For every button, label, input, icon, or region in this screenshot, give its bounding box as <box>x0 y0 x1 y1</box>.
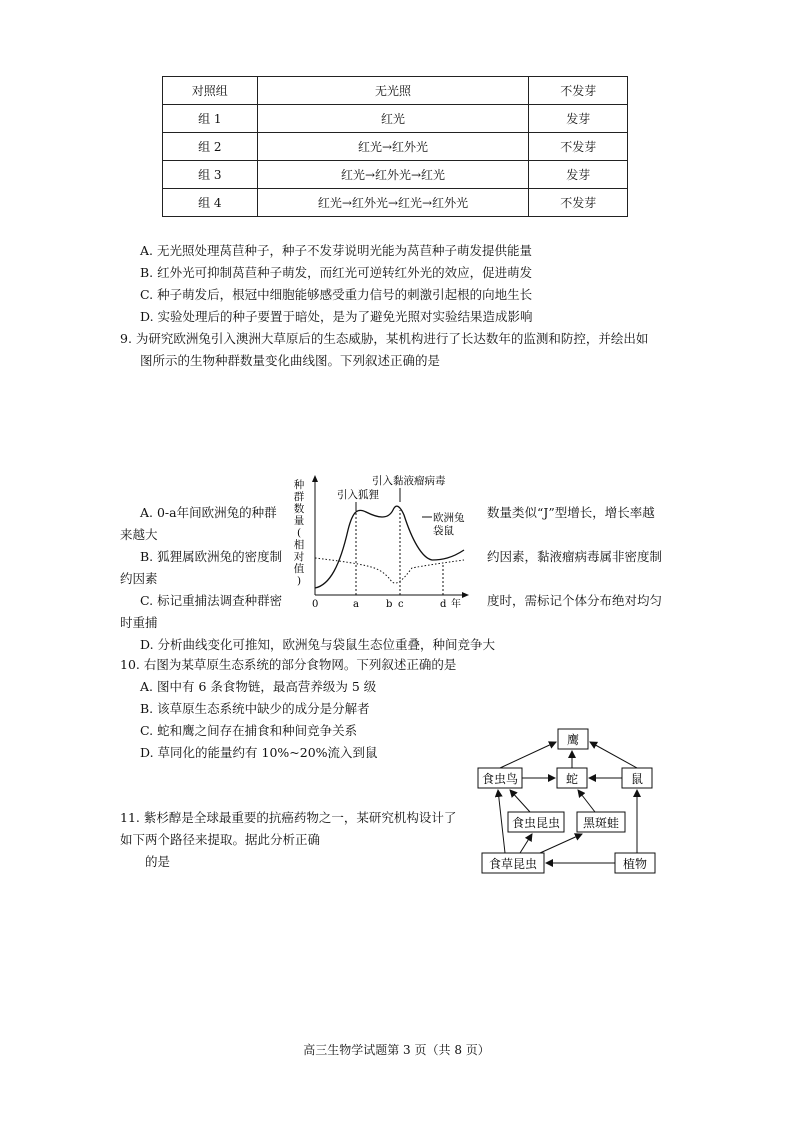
table-cell: 红光 <box>257 105 529 133</box>
node-mouse-label: 鼠 <box>630 772 644 786</box>
node-insectivore-insect-label: 食虫昆虫 <box>511 816 561 830</box>
food-web-diagram <box>470 722 670 882</box>
q9-option-b-cont: 约因素 <box>120 571 158 586</box>
table-cell: 组 3 <box>163 161 258 189</box>
table-row <box>163 133 628 161</box>
q8-option-a: A. 无光照处理莴苣种子，种子不发芽说明光能为莴苣种子萌发提供能量 <box>140 243 532 258</box>
y-axis-label-char: 量 <box>293 515 305 527</box>
legend-kangaroo: 袋鼠 <box>433 525 454 537</box>
table-cell: 组 2 <box>163 133 258 161</box>
q10-option-b: B. 该草原生态系统中缺少的成分是分解者 <box>140 701 370 716</box>
x-tick-b: b <box>386 599 393 610</box>
edge-herbivore-frog <box>540 834 582 853</box>
y-axis-label-char: 数 <box>293 503 305 515</box>
q9-stem-line1: 9. 为研究欧洲兔引入澳洲大草原后的生态威胁，某机构进行了长达数年的监测和防控，并绘出如 <box>120 331 649 346</box>
table-cell: 不发芽 <box>529 77 628 105</box>
y-axis-label-char: 相 <box>293 539 305 551</box>
table-row <box>163 189 628 217</box>
table-cell: 组 4 <box>163 189 258 217</box>
q11-stem-line1: 11. 紫杉醇是全球最重要的抗癌药物之一，某研究机构设计了 <box>120 810 457 825</box>
q9-option-c-cont: 时重捕 <box>120 615 158 630</box>
node-frog-label: 黑斑蛙 <box>582 816 620 830</box>
table-cell: 发芽 <box>529 105 628 133</box>
y-axis-label-char: 值 <box>293 563 305 575</box>
x-tick-a: a <box>353 599 359 610</box>
q11-stem-line3: 的是 <box>145 854 171 869</box>
y-axis-arrow <box>312 475 318 482</box>
node-eagle-label: 鹰 <box>566 733 580 747</box>
x-tick-0: 0 <box>312 599 319 610</box>
table-row <box>163 105 628 133</box>
table-row <box>163 161 628 189</box>
y-axis-label-char: 种 <box>293 479 305 491</box>
table-cell: 不发芽 <box>529 189 628 217</box>
legend-rabbit: 欧洲兔 <box>433 512 465 524</box>
population-chart <box>292 470 474 612</box>
q10-option-a: A. 图中有 6 条食物链，最高营养级为 5 级 <box>140 679 377 694</box>
x-axis-label: 年 <box>451 599 461 610</box>
x-axis-arrow <box>462 592 469 598</box>
node-herbivore-insect-label: 食草昆虫 <box>488 857 538 871</box>
y-axis-label-char: 群 <box>293 491 305 503</box>
annotation-fox: 引入狐狸 <box>337 489 379 501</box>
page-footer: 高三生物学试题第 3 页（共 8 页） <box>303 1043 490 1057</box>
table-cell: 红光→红外光 <box>257 133 529 161</box>
y-axis-label <box>294 478 305 587</box>
y-axis-label-char: 对 <box>293 551 305 563</box>
q9-option-a-right: 数量类似“J”型增长，增长率越 <box>487 505 655 520</box>
q8-option-d: D. 实验处理后的种子要置于暗处，是为了避免光照对实验结果造成影响 <box>140 309 533 324</box>
experiment-table <box>162 76 628 217</box>
table-cell: 无光照 <box>257 77 529 105</box>
edge-insect-bird <box>510 790 530 812</box>
table-cell: 组 1 <box>163 105 258 133</box>
q10-stem: 10. 右图为某草原生态系统的部分食物网。下列叙述正确的是 <box>120 657 457 672</box>
q9-option-b-left: B. 狐狸属欧洲兔的密度制 <box>140 549 283 564</box>
node-plant-label: 植物 <box>622 857 648 871</box>
table-cell: 发芽 <box>529 161 628 189</box>
edge-frog-snake <box>578 790 595 812</box>
table-cell: 红光→红外光→红光→红外光 <box>257 189 529 217</box>
y-axis-label-char: ) <box>296 575 302 587</box>
edge-bird-eagle <box>500 742 556 768</box>
x-tick-c: c <box>398 599 404 610</box>
q9-option-c-left: C. 标记重捕法调查种群密 <box>140 593 283 608</box>
table-cell: 不发芽 <box>529 133 628 161</box>
x-tick-d: d <box>440 599 447 610</box>
q8-option-b: B. 红外光可抑制莴苣种子萌发，而红光可逆转红外光的效应，促进萌发 <box>140 265 533 280</box>
q9-option-a-cont: 来越大 <box>120 527 158 542</box>
q10-option-d: D. 草同化的能量约有 10%~20%流入到鼠 <box>140 745 378 760</box>
q8-option-c: C. 种子萌发后，根冠中细胞能够感受重力信号的刺激引起根的向地生长 <box>140 287 533 302</box>
q9-option-b-right: 约因素，黏液瘤病毒属非密度制 <box>487 549 663 564</box>
y-axis-label-char: ( <box>296 527 302 539</box>
q9-stem-line2: 图所示的生物种群数量变化曲线图。下列叙述正确的是 <box>140 353 441 368</box>
edge-herbivore-bird <box>498 790 505 853</box>
node-bird-label: 食虫鸟 <box>481 772 519 786</box>
table-cell: 对照组 <box>163 77 258 105</box>
q9-option-a-left: A. 0-a年间欧洲兔的种群 <box>140 505 277 520</box>
node-snake-label: 蛇 <box>565 772 579 786</box>
annotation-virus: 引入黏液瘤病毒 <box>372 475 446 487</box>
q9-option-d: D. 分析曲线变化可推知，欧洲兔与袋鼠生态位重叠，种间竞争大 <box>140 637 496 652</box>
table-row <box>163 77 628 105</box>
q9-option-c-right: 度时，需标记个体分布绝对均匀 <box>487 593 663 608</box>
series-kangaroo-line <box>315 558 464 583</box>
edge-herbivore-insectivore <box>520 834 532 853</box>
q10-option-c: C. 蛇和鹰之间存在捕食和种间竞争关系 <box>140 723 358 738</box>
table-cell: 红光→红外光→红光 <box>257 161 529 189</box>
edge-mouse-eagle <box>590 742 637 768</box>
q11-stem-line2: 如下两个路径来提取。据此分析正确 <box>120 832 321 847</box>
